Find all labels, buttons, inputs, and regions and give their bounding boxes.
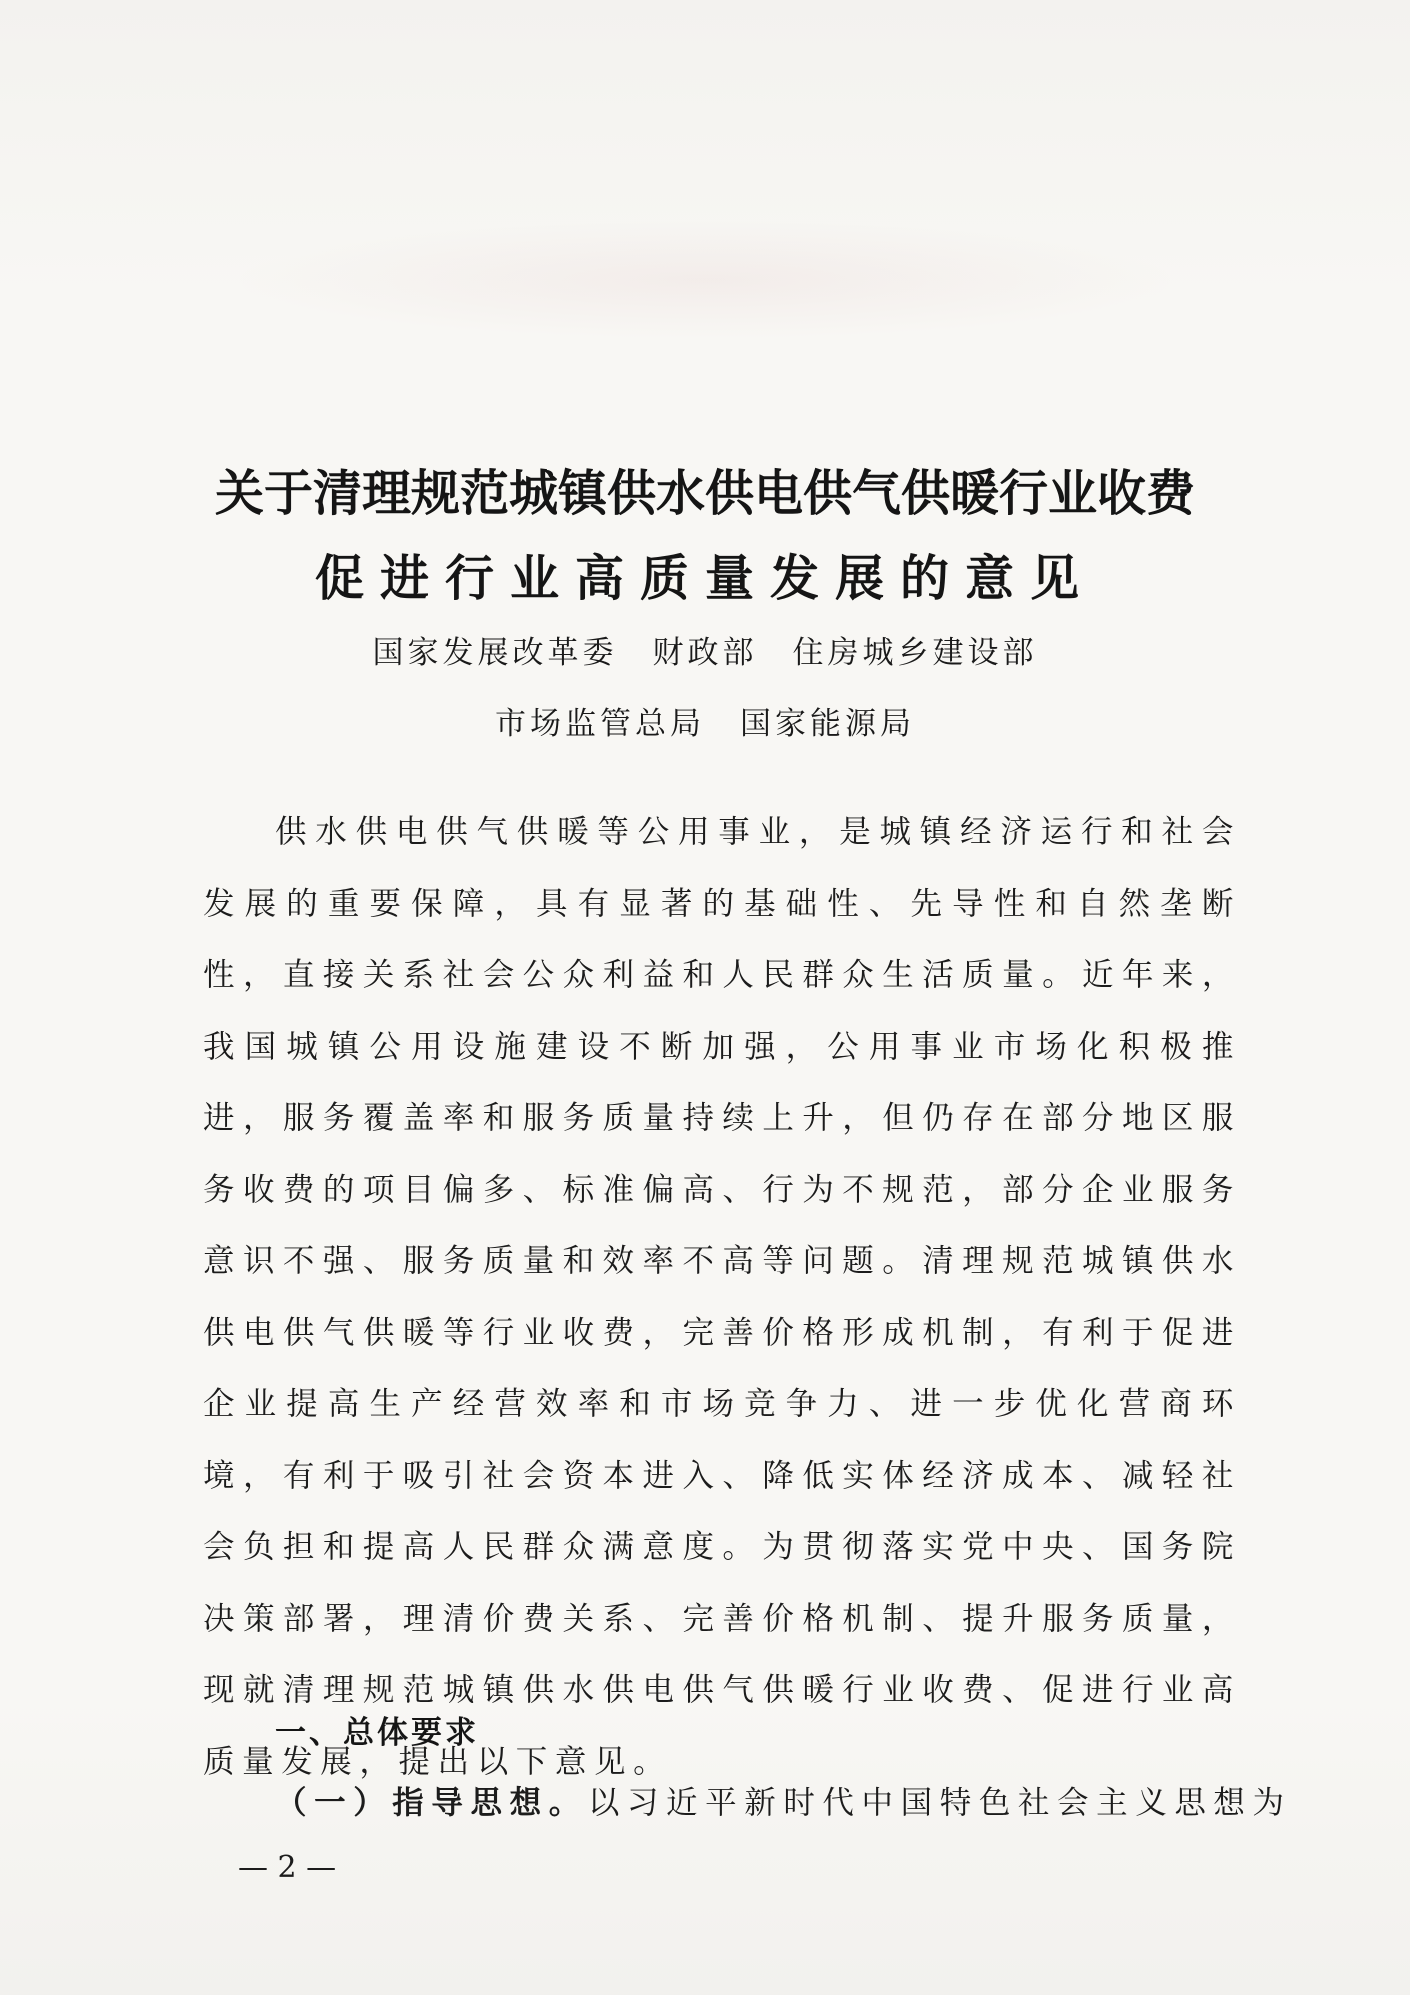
subsection-lead: （一）指导思想。 (275, 1785, 588, 1821)
section-heading-general-requirements: 一、总体要求 (275, 1715, 479, 1751)
intro-paragraph: 供水供电供气供暖等公用事业，是城镇经济运行和社会发展的重要保障，具有显著的基础性、先导性和自然垄断性，直接关系社会公众利益和人民群众生活质量。近年来，我国城镇公用设施建设不断加强，公用事业市场化积极推进，服务覆盖率和服务质量持续上升，但仍存在部分地区服务收费的项目偏多、标准偏高、行为不规范，部分企业服务意识不强、服务质量和效率不高等问题。清理规范城镇供水供电供气供暖等行业收费，完善价格形成机制，有利于促进企业提高生产经营效率和市场竞争力、进一步优化营商环境，有利于吸引社会资本进入、降低实体经济成本、减轻社会负担和提高人民群众满意度。为贯彻落实党中央、国务院决策部署，理清价费关系、完善价格机制、提升服务质量，现就清理规范城镇供水供电供气供暖行业收费、促进行业高质量发展，提出以下意见。 (203, 814, 1241, 1780)
issuing-agencies-line-1: 国家发展改革委 财政部 住房城乡建设部 (372, 635, 1038, 671)
bleed-through-shadow (230, 220, 1180, 340)
subsection-text: 以习近平新时代中国特色社会主义思想为 (587, 1785, 1292, 1821)
document-title-line-2: 促进行业高质量发展的意见 (314, 549, 1095, 607)
page-number: — 2 — (238, 1850, 337, 1885)
subsection-guiding-ideology (275, 1778, 1292, 1823)
issuing-agencies-line-2: 市场监管总局 国家能源局 (495, 706, 915, 742)
document-title-line-1: 关于清理规范城镇供水供电供气供暖行业收费 (214, 464, 1195, 522)
